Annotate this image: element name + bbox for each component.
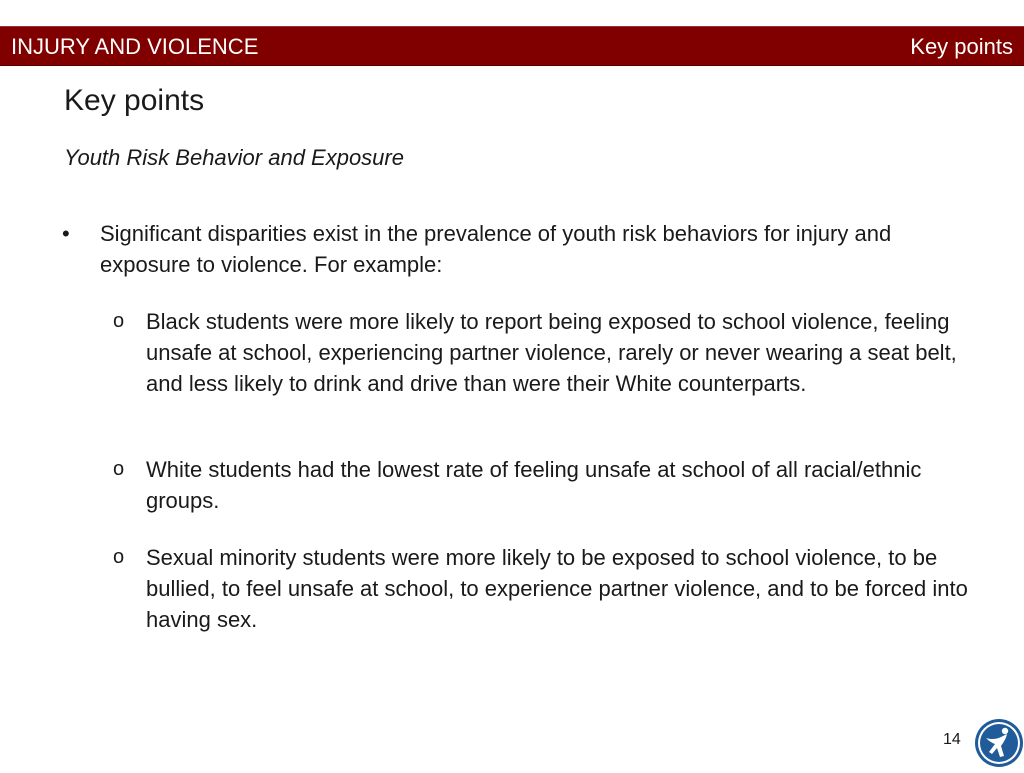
sub-bullet-marker: o xyxy=(113,546,125,568)
page-number: 14 xyxy=(943,731,961,748)
sub-bullet-item xyxy=(113,454,976,516)
header-slide-label: Key points xyxy=(910,34,1013,59)
sub-bullet-text: Black students were more likely to report being exposed to school violence, feeling unsafe at school, experiencing partner violence, rarely or never wearing a seat belt, and less likely to drink and drive than were their White counterparts. xyxy=(146,309,957,396)
sub-bullet-item xyxy=(113,306,976,399)
sub-bullet-text: White students had the lowest rate of feeling unsafe at school of all racial/ethnic groups. xyxy=(146,457,922,513)
sub-bullet-item xyxy=(113,542,976,635)
hhs-logo-icon xyxy=(974,718,1024,768)
sub-bullet-marker: o xyxy=(113,310,125,332)
sub-bullet-text: Sexual minority students were more likely to be exposed to school violence, to be bullied, to feel unsafe at school, to experience partner violence, and to be forced into having sex. xyxy=(146,545,968,632)
slide-title: Key points xyxy=(64,84,205,117)
bullet-item xyxy=(62,218,930,280)
bullet-marker: • xyxy=(62,221,70,246)
sub-bullet-marker: o xyxy=(113,458,125,480)
bullet-text: Significant disparities exist in the prevalence of youth risk behaviors for injury and exposure to violence. For example: xyxy=(100,221,892,277)
header-bar xyxy=(0,26,1024,66)
section-title: INJURY AND VIOLENCE xyxy=(11,34,259,59)
slide-subtitle: Youth Risk Behavior and Exposure xyxy=(64,145,404,170)
